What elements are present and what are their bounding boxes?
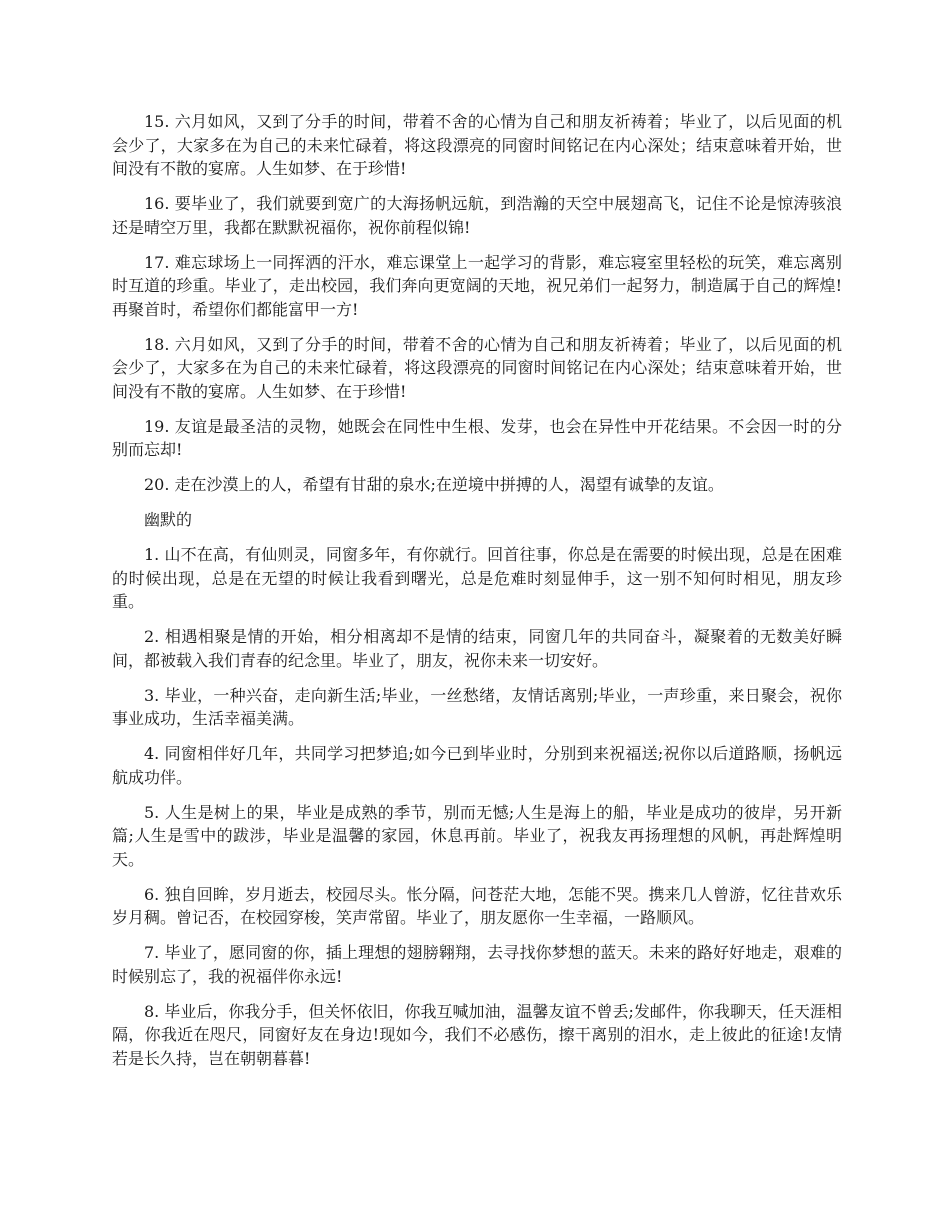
humor-paragraph-5: 5. 人生是树上的果，毕业是成熟的季节，别而无憾;人生是海上的船，毕业是成功的彼岸，另开新篇;人生是雪中的跋涉，毕业是温馨的家园，休息再前。毕业了，祝我友再扬理想的风帆，再赴辉煌明天。 xyxy=(112,802,842,869)
section-heading: 幽默的 xyxy=(144,510,193,529)
humor-paragraph-2: 2. 相遇相聚是情的开始，相分相离却不是情的结束，同窗几年的共同奋斗，凝聚着的无数美好瞬间，都被载入我们青春的纪念里。毕业了，朋友，祝你未来一切安好。 xyxy=(112,627,842,670)
humor-paragraph-7: 7. 毕业了，愿同窗的你，插上理想的翅膀翱翔，去寻找你梦想的蓝天。未来的路好好地走，艰难的时候别忘了，我的祝福伴你永远! xyxy=(112,943,842,986)
paragraph-18: 18. 六月如风，又到了分手的时间，带着不舍的心情为自己和朋友祈祷着；毕业了，以后见面的机会少了，大家多在为自己的未来忙碌着，将这段漂亮的同窗时间铭记在内心深处；结束意味着开始，世间没有不散的宴席。人生如梦、在于珍惜! xyxy=(112,334,842,401)
humor-paragraph-6: 6. 独自回眸，岁月逝去，校园尽头。怅分隔，问苍茫大地，怎能不哭。携来几人曾游，忆往昔欢乐岁月稠。曾记否，在校园穿梭，笑声常留。毕业了，朋友愿你一生幸福，一路顺风。 xyxy=(112,884,842,927)
paragraph-20: 20. 走在沙漠上的人，希望有甘甜的泉水;在逆境中拼搏的人，渴望有诚挚的友谊。 xyxy=(144,475,724,494)
paragraph-19: 19. 友谊是最圣洁的灵物，她既会在同性中生根、发芽，也会在异性中开花结果。不会因一时的分别而忘却! xyxy=(112,416,842,459)
humor-paragraph-1: 1. 山不在高，有仙则灵，同窗多年，有你就行。回首往事，你总是在需要的时候出现，总是在困难的时候出现，总是在无望的时候让我看到曙光，总是危难时刻显伸手，这一别不知何时相见，朋友珍重。 xyxy=(112,545,842,611)
document-body xyxy=(112,110,842,1082)
paragraph-17: 17. 难忘球场上一同挥洒的汗水，难忘课堂上一起学习的背影，难忘寝室里轻松的玩笑，难忘离别时互道的珍重。毕业了，走出校园，我们奔向更宽阔的天地，祝兄弟们一起努力，制造属于自己的辉煌!再聚首时，希望你们都能富甲一方! xyxy=(112,252,842,319)
paragraph-15: 15. 六月如风，又到了分手的时间，带着不舍的心情为自己和朋友祈祷着；毕业了，以后见面的机会少了，大家多在为自己的未来忙碌着，将这段漂亮的同窗时间铭记在内心深处；结束意味着开始，世间没有不散的宴席。人生如梦、在于珍惜! xyxy=(112,112,842,178)
paragraph-16: 16. 要毕业了，我们就要到宽广的大海扬帆远航，到浩瀚的天空中展翅高飞，记住不论是惊涛骇浪还是晴空万里，我都在默默祝福你，祝你前程似锦! xyxy=(112,194,842,237)
humor-paragraph-3: 3. 毕业，一种兴奋，走向新生活;毕业，一丝愁绪，友情话离别;毕业，一声珍重，来日聚会，祝你事业成功，生活幸福美满。 xyxy=(112,685,842,728)
humor-paragraph-8: 8. 毕业后，你我分手，但关怀依旧，你我互喊加油，温馨友谊不曾丢;发邮件，你我聊天，任天涯相隔，你我近在咫尺，同窗好友在身边!现如今，我们不必感伤，擦干离别的泪水，走上彼此的征途!友情若是长久持，岂在朝朝暮暮! xyxy=(112,1001,842,1068)
humor-paragraph-4: 4. 同窗相伴好几年，共同学习把梦追;如今已到毕业时，分别到来祝福送;祝你以后道路顺，扬帆远航成功伴。 xyxy=(112,744,842,787)
